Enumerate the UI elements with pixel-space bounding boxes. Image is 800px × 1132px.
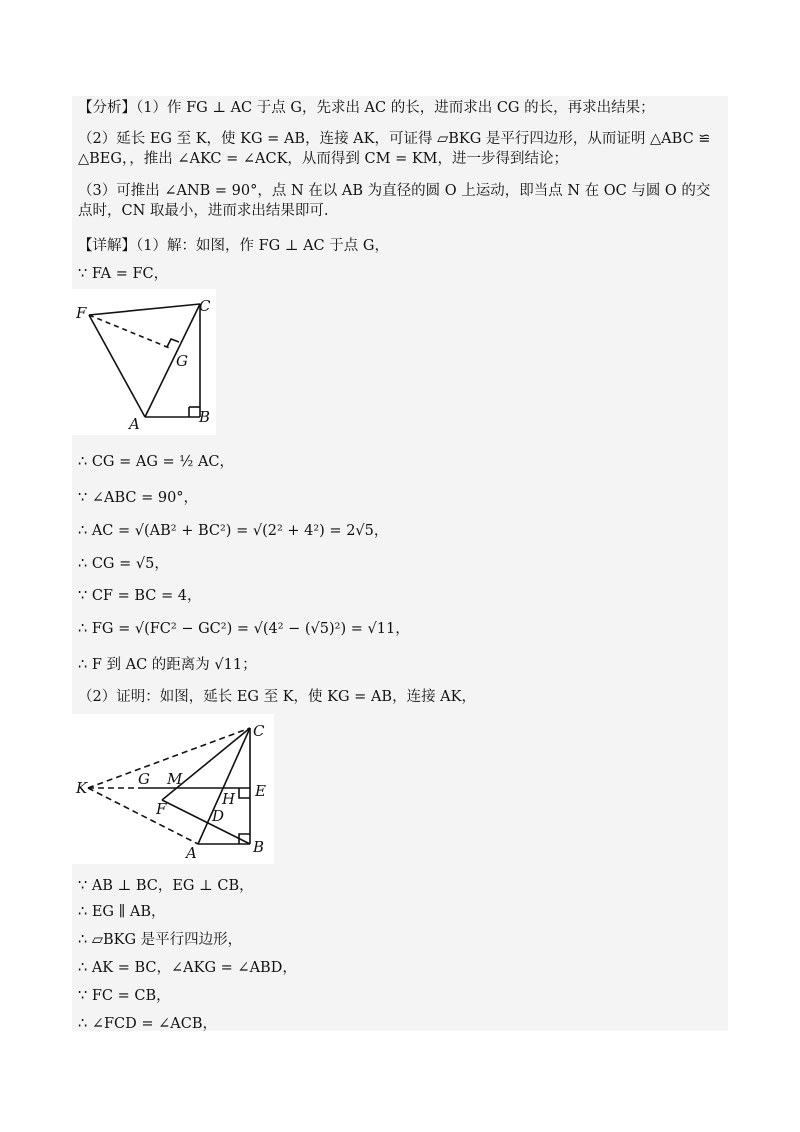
analysis-step-1: 【分析】（1）作 FG ⊥ AC 于点 G，先求出 AC 的长，进而求出 CG 的长，再求出结果；: [78, 100, 655, 116]
fig1-label-c: C: [199, 297, 211, 315]
perpendicular-facts: ∵ AB ⊥ BC，EG ⊥ CB，: [78, 878, 254, 894]
figure-1-svg: [72, 289, 216, 435]
fig1-label-a: A: [129, 415, 140, 433]
angle-abc-90: ∵ ∠ABC = 90°，: [78, 490, 199, 506]
detail-part1-intro: 【详解】（1）解：如图，作 FG ⊥ AC 于点 G，: [78, 238, 389, 254]
fig2-label-g: G: [138, 770, 150, 788]
given-fa-fc: ∵ FA = FC，: [78, 266, 169, 282]
figure-2: [72, 714, 274, 864]
eg-parallel-ab: ∴ EG ∥ AB，: [78, 904, 166, 920]
fig2-label-c: C: [253, 722, 265, 740]
figure-2-svg: [72, 714, 274, 864]
detail-part2-intro: （2）证明：如图，延长 EG 至 K，使 KG = AB，连接 AK，: [78, 689, 476, 705]
cg-equals-ag: ∴ CG = AG = ½ AC，: [78, 454, 235, 470]
ak-equals-bc: ∴ AK = BC，∠AKG = ∠ABD，: [78, 960, 297, 976]
fig2-label-b: B: [253, 838, 265, 856]
fig2-label-k: K: [76, 779, 88, 797]
angle-fcd-acb: ∴ ∠FCD = ∠ACB，: [78, 1016, 218, 1032]
figure-1: [72, 289, 216, 435]
distance-result: ∴ F 到 AC 的距离为 √11；: [78, 657, 257, 673]
parallelogram-fact: ∴ ▱BKG 是平行四边形，: [78, 932, 243, 948]
fig1-label-f: F: [76, 304, 87, 322]
fg-length: ∴ FG = √(FC² − GC²) = √(4² − (√5)²) = √11，: [78, 621, 410, 637]
ac-length: ∴ AC = √(AB² + BC²) = √(2² + 4²) = 2√5，: [78, 523, 389, 539]
fig2-label-h: H: [222, 790, 236, 808]
cg-length: ∴ CG = √5，: [78, 556, 169, 572]
fc-equals-cb: ∵ FC = CB，: [78, 988, 171, 1004]
fig2-label-a: A: [186, 844, 197, 862]
fig1-label-b: B: [199, 408, 211, 426]
fig1-label-g: G: [176, 352, 188, 370]
fig2-label-e: E: [255, 782, 266, 800]
fig2-label-m: M: [167, 770, 183, 788]
analysis-step-2: （2）延长 EG 至 K，使 KG = AB，连接 AK，可证得 ▱BKG 是平行四边形，从而证明 △ABC ≌ △BEG，，推出 ∠AKC = ∠ACK，从而得到 CM = KM，进一步得到结论；: [78, 131, 711, 167]
fig2-label-d: D: [212, 807, 225, 825]
cf-bc-length: ∵ CF = BC = 4，: [78, 588, 202, 604]
analysis-step-3: （3）可推出 ∠ANB = 90°，点 N 在以 AB 为直径的圆 O 上运动，即当点 N 在 OC 与圆 O 的交点时，CN 取最小，进而求出结果即可.: [78, 183, 711, 219]
fig2-label-f: F: [156, 800, 167, 818]
